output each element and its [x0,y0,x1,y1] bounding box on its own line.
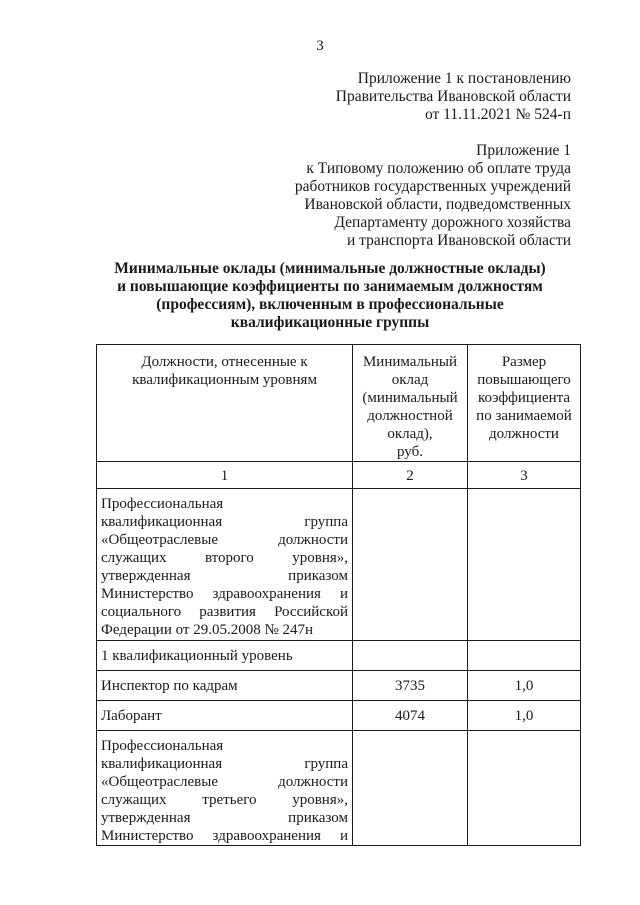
page-number: 3 [316,38,324,54]
title-line: (профессиям), включенным в профессиональные [156,296,504,313]
title-line: и повышающие коэффициенты по занимаемым должностям [117,278,543,295]
title-line: квалификационные группы [230,314,430,331]
empty-cell [353,641,468,671]
empty-cell [468,641,581,671]
title-line: Минимальные оклады (минимальные должностные оклады) [114,260,546,277]
appendix-line: к Типовому положению об оплате труда [306,160,571,177]
coefficient-value: 1,0 [468,701,581,731]
coefficient-value: 1,0 [468,671,581,701]
table-header-row [97,345,581,462]
appendix-line: Департаменту дорожного хозяйства [334,214,571,231]
salary-table [96,344,581,846]
min-salary-value: 3735 [353,671,468,701]
qualification-group-description: Профессиональная квалификационная группа «Общеотраслевые должности служащих второго уровня», утвержденная приказом Министерство здравоохранения и социального развития Российской Федерации от 29.05.2008 № 247н [97,489,353,641]
empty-cell [468,731,581,846]
position-name: Лаборант [97,701,353,731]
qualification-group-row [97,489,581,641]
appendix-line: Ивановской области, подведомственных [304,196,571,213]
header-coefficient: Размер повышающего коэффициента по занимаемой должности [468,345,581,462]
table-row [97,671,581,701]
header-positions: Должности, отнесенные к квалификационным уровням [97,345,353,462]
column-numbers-row [97,462,581,489]
qualification-level-label: 1 квалификационный уровень [97,641,353,671]
position-name: Инспектор по кадрам [97,671,353,701]
column-number: 1 [97,462,353,489]
column-number: 2 [353,462,468,489]
header-min-salary: Минимальный оклад (минимальный должностной оклад), руб. [353,345,468,462]
qualification-level-row [97,641,581,671]
document-title [60,260,600,332]
qualification-group-row [97,731,581,846]
appendix-line: и транспорта Ивановской области [346,232,571,249]
empty-cell [353,489,468,641]
empty-cell [353,731,468,846]
appendix-line: от 11.11.2021 № 524-п [424,106,571,123]
min-salary-value: 4074 [353,701,468,731]
column-number: 3 [468,462,581,489]
appendix-resolution-reference [336,70,571,124]
appendix-line: Приложение 1 к постановлению [357,70,571,87]
appendix-line: Приложение 1 [476,142,571,159]
appendix-line: работников государственных учреждений [294,178,571,195]
table-row [97,701,581,731]
appendix-line: Правительства Ивановской области [335,88,571,105]
empty-cell [468,489,581,641]
qualification-group-description: Профессиональная квалификационная группа «Общеотраслевые должности служащих третьего уровня», утвержденная приказом Министерство здравоохранения и [97,731,353,846]
appendix-regulation-reference [295,142,571,250]
